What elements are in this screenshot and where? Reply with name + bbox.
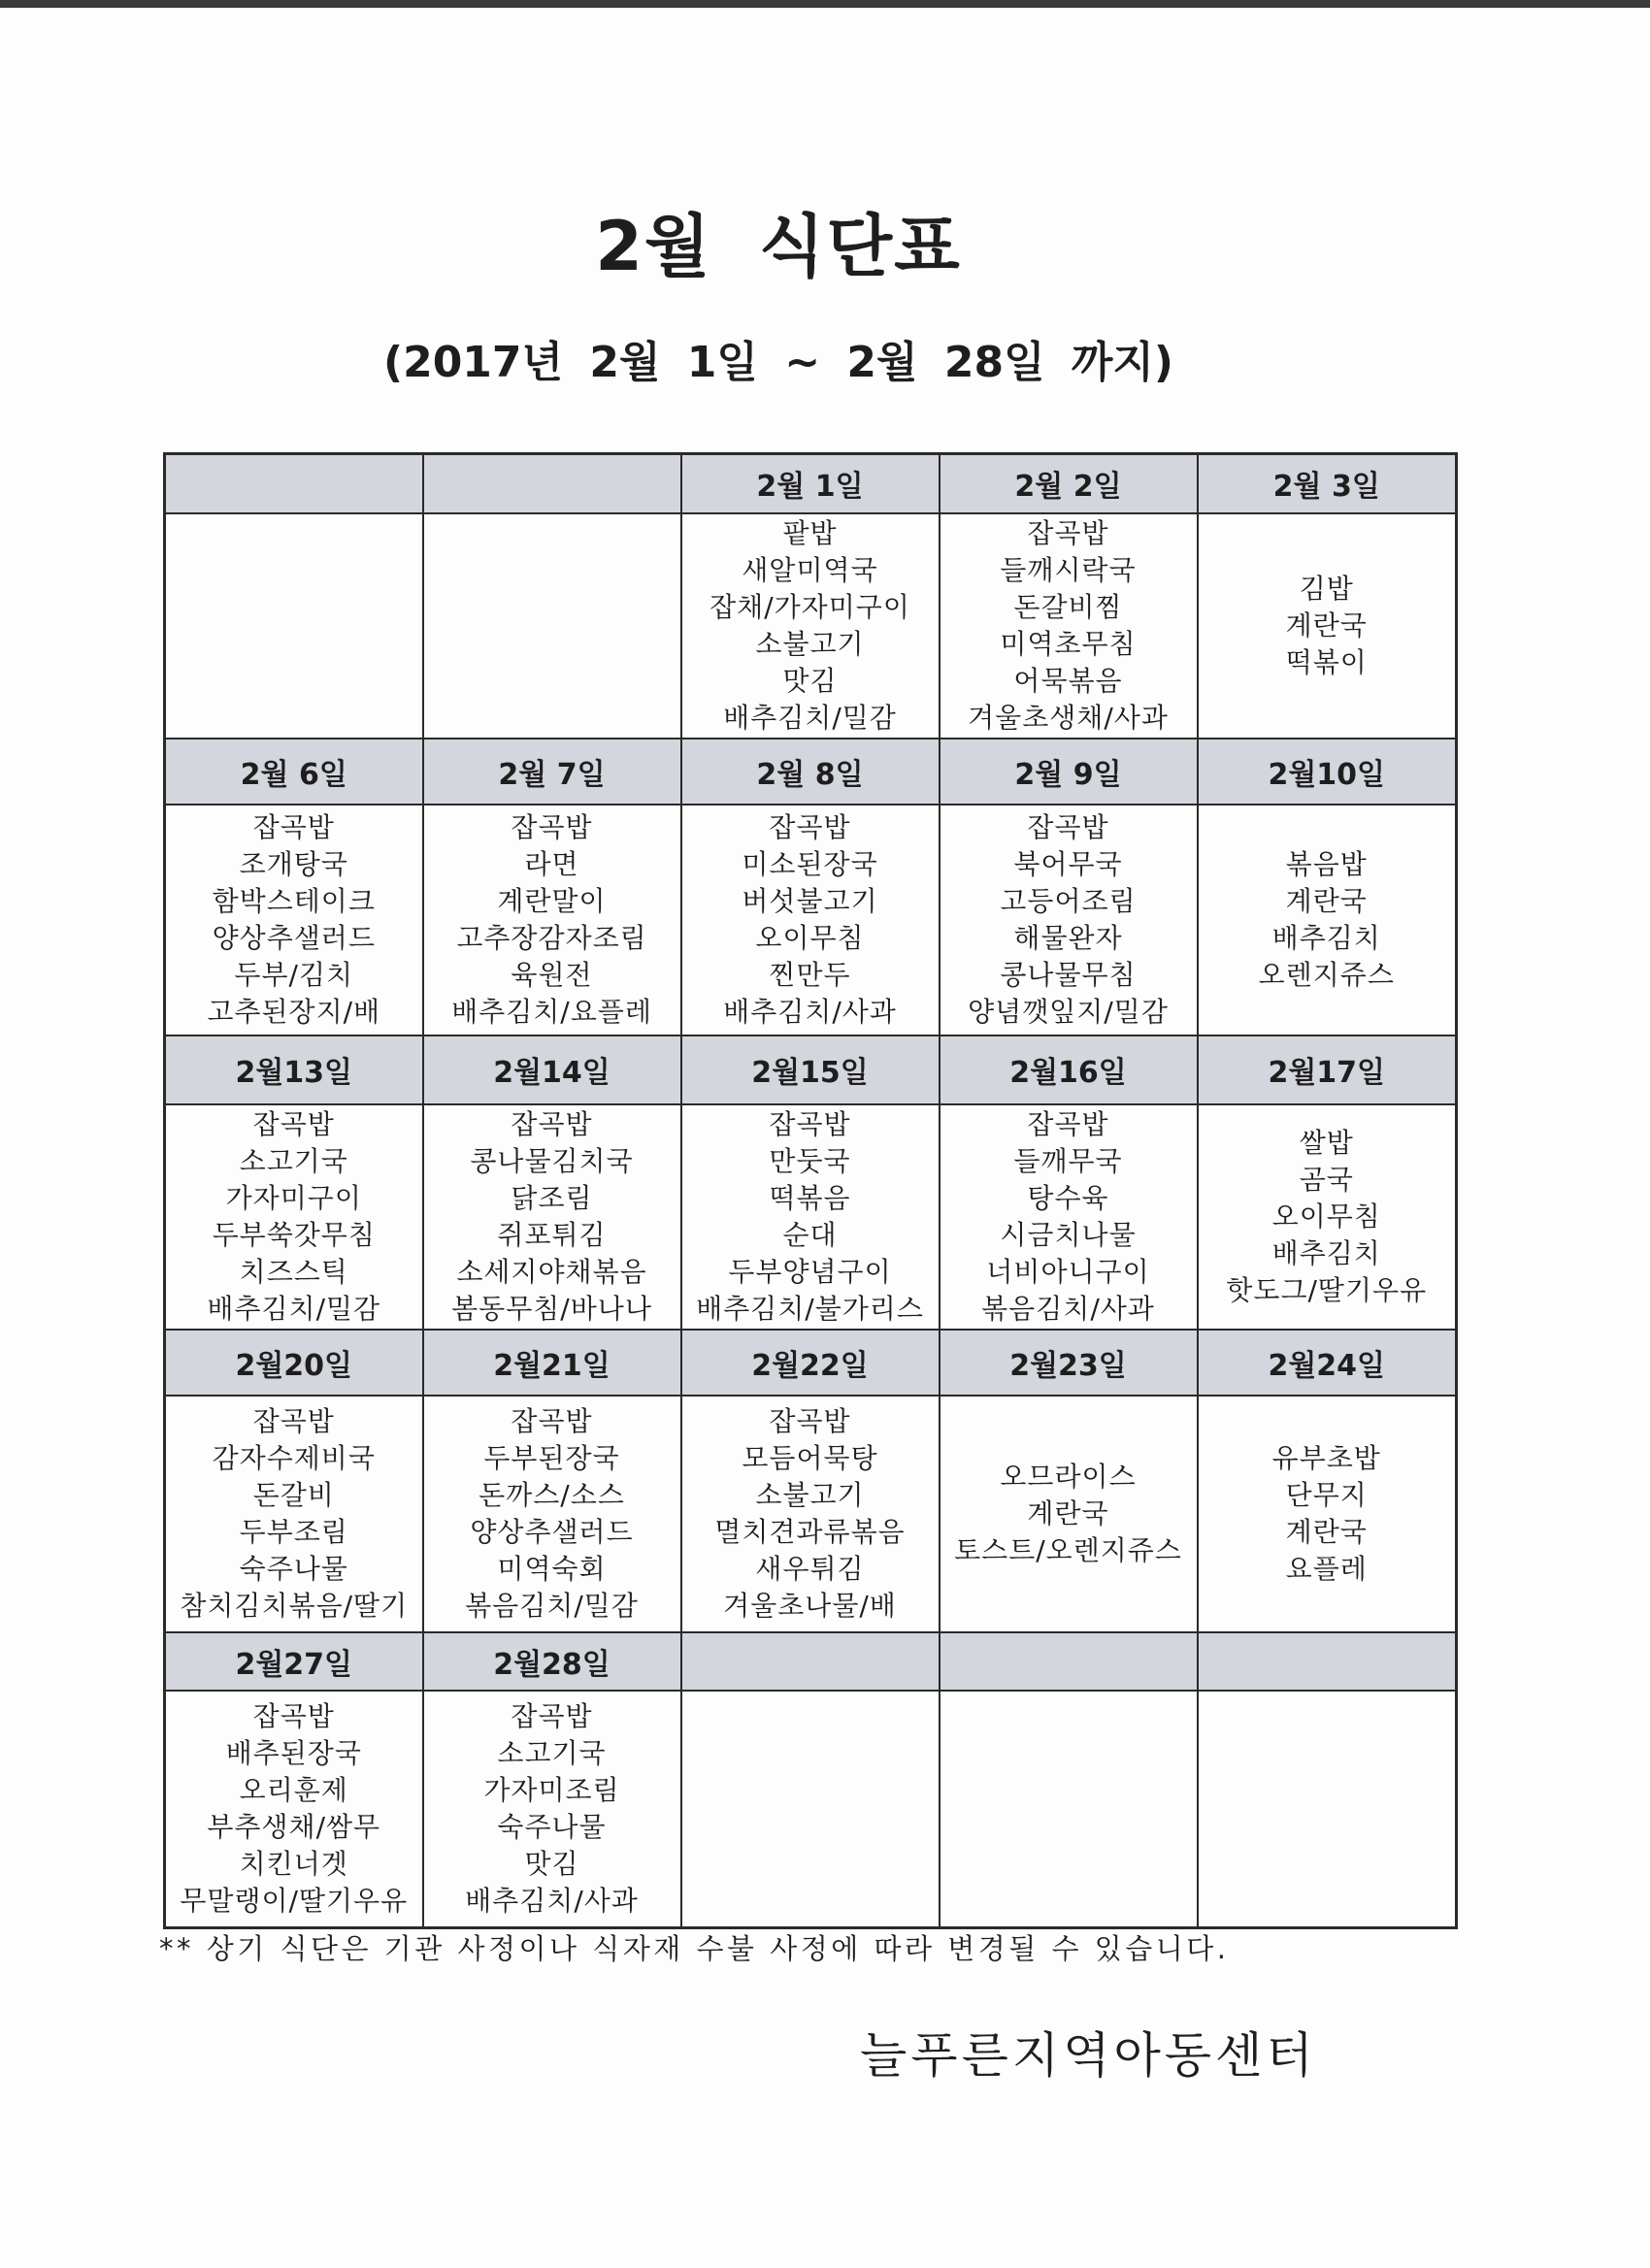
- menu-item: 가자미구이: [225, 1181, 362, 1214]
- date-header: 2월16일: [940, 1035, 1198, 1104]
- menu-item: 잡곡밥: [252, 1404, 335, 1437]
- menu-cell: [1198, 513, 1457, 739]
- menu-item: 겨울초생채/사과: [968, 701, 1169, 734]
- menu-item: 참치김치볶음/딸기: [180, 1589, 409, 1622]
- menu-item: 돈갈비찜: [1013, 590, 1123, 623]
- date-header: 2월 3일: [1198, 454, 1457, 513]
- date-header: 2월28일: [423, 1632, 681, 1691]
- menu-row: [165, 1396, 1457, 1632]
- menu-item: 미역초무침: [1000, 627, 1137, 660]
- menu-item: 어묵볶음: [1013, 664, 1123, 697]
- date-header: 2월22일: [681, 1330, 940, 1396]
- menu-item: 시금치나물: [1000, 1218, 1137, 1251]
- date-range-subtitle: (2017년 2월 1일 ~ 2월 28일 까지): [382, 338, 1174, 387]
- menu-item: 쥐포튀김: [497, 1218, 607, 1251]
- menu-item: 잡곡밥: [511, 1699, 593, 1732]
- menu-item: 두부/김치: [234, 958, 354, 991]
- menu-item: 곰국: [1299, 1163, 1354, 1196]
- menu-item: 잡곡밥: [252, 1107, 335, 1140]
- menu-item: 양념깻잎지/밀감: [968, 995, 1169, 1028]
- menu-item: 버섯불고기: [742, 884, 878, 917]
- menu-item: 잡채/가자미구이: [710, 590, 910, 623]
- date-header: 2월15일: [681, 1035, 940, 1104]
- date-row: [165, 739, 1457, 805]
- menu-item: 잡곡밥: [252, 1699, 335, 1732]
- menu-item: 순대: [782, 1218, 838, 1251]
- date-header: 2월24일: [1198, 1330, 1457, 1396]
- menu-item: 배추김치/사과: [723, 995, 897, 1028]
- menu-cell: [940, 805, 1198, 1035]
- menu-item: 북어무국: [1013, 847, 1123, 880]
- menu-item: 고등어조림: [1000, 884, 1137, 917]
- menu-item: 잡곡밥: [1027, 1107, 1109, 1140]
- menu-item: 맛김: [524, 1847, 579, 1880]
- date-header: 2월21일: [423, 1330, 681, 1396]
- scan-edge: [0, 0, 1650, 8]
- menu-item: 볶음김치/사과: [981, 1292, 1155, 1325]
- menu-item: 가자미조림: [483, 1773, 620, 1806]
- date-header: 2월17일: [1198, 1035, 1457, 1104]
- menu-item: 떡볶이: [1285, 645, 1368, 678]
- menu-item: 배추김치: [1271, 921, 1381, 954]
- menu-item: 오이무침: [755, 921, 865, 954]
- menu-cell: [940, 1104, 1198, 1330]
- date-header: 2월 1일: [681, 454, 940, 513]
- menu-item: 오리훈제: [239, 1773, 348, 1806]
- menu-item: 새우튀김: [755, 1552, 865, 1585]
- menu-item: 팥밥: [782, 516, 838, 549]
- menu-cell-empty: [165, 513, 423, 739]
- menu-cell: [423, 1104, 681, 1330]
- menu-item: 배추김치/밀감: [207, 1292, 381, 1325]
- menu-cell: [681, 805, 940, 1035]
- menu-item: 배추김치/사과: [465, 1884, 639, 1917]
- menu-item: 두부된장국: [483, 1441, 620, 1474]
- date-header: [1198, 1632, 1457, 1691]
- menu-item: 돈까스/소스: [478, 1478, 625, 1511]
- menu-cell-empty: [940, 1691, 1198, 1928]
- menu-item: 배추김치: [1271, 1236, 1381, 1269]
- date-header: 2월 8일: [681, 739, 940, 805]
- menu-item: 볶음밥: [1285, 847, 1368, 880]
- menu-item: 봄동무침/바나나: [451, 1292, 652, 1325]
- date-row: [165, 1330, 1457, 1396]
- menu-table: [163, 452, 1458, 1929]
- menu-item: 잡곡밥: [769, 810, 851, 843]
- date-row: [165, 1035, 1457, 1104]
- date-header: [940, 1632, 1198, 1691]
- menu-item: 미역숙회: [497, 1552, 607, 1585]
- menu-item: 숙주나물: [497, 1810, 607, 1843]
- date-header: 2월13일: [165, 1035, 423, 1104]
- menu-item: 들깨시락국: [1000, 553, 1137, 586]
- menu-cell-empty: [681, 1691, 940, 1928]
- menu-item: 두부쑥갓무침: [212, 1218, 376, 1251]
- menu-item: 소불고기: [755, 627, 865, 660]
- menu-cell-empty: [423, 513, 681, 739]
- menu-item: 숙주나물: [239, 1552, 348, 1585]
- menu-row: [165, 513, 1457, 739]
- menu-cell: [1198, 1396, 1457, 1632]
- menu-cell: [165, 1691, 423, 1928]
- date-header: 2월 2일: [940, 454, 1198, 513]
- menu-item: 오므라이스: [1000, 1460, 1137, 1493]
- menu-item: 잡곡밥: [1027, 810, 1109, 843]
- menu-item: 배추김치/요플레: [451, 995, 652, 1028]
- menu-cell: [1198, 1104, 1457, 1330]
- center-name-signature: 늘푸른지역아동센터: [860, 2027, 1317, 2084]
- menu-item: 양상추샐러드: [212, 921, 376, 954]
- menu-row: [165, 805, 1457, 1035]
- date-header: 2월 6일: [165, 739, 423, 805]
- menu-item: 고추된장지/배: [207, 995, 381, 1028]
- menu-item: 계란국: [1285, 1515, 1368, 1548]
- menu-item: 오이무침: [1271, 1200, 1381, 1233]
- menu-item: 떡볶음: [769, 1181, 851, 1214]
- menu-item: 배추된장국: [225, 1736, 362, 1769]
- date-header: [423, 454, 681, 513]
- menu-cell: [165, 805, 423, 1035]
- menu-item: 맛김: [782, 664, 838, 697]
- menu-item: 부추생채/쌈무: [207, 1810, 381, 1843]
- menu-item: 유부초밥: [1271, 1441, 1381, 1474]
- menu-row: [165, 1691, 1457, 1928]
- menu-cell: [423, 1396, 681, 1632]
- menu-cell: [681, 513, 940, 739]
- menu-cell: [1198, 805, 1457, 1035]
- menu-item: 잡곡밥: [511, 810, 593, 843]
- menu-item: 겨울초나물/배: [723, 1589, 897, 1622]
- menu-item: 돈갈비: [252, 1478, 335, 1511]
- date-header: 2월27일: [165, 1632, 423, 1691]
- menu-item: 배추김치/불가리스: [696, 1292, 924, 1325]
- menu-item: 라면: [524, 847, 579, 880]
- menu-item: 육원전: [511, 958, 593, 991]
- menu-item: 멸치견과류볶음: [714, 1515, 906, 1548]
- menu-item: 쌀밥: [1299, 1126, 1354, 1159]
- menu-item: 치즈스틱: [239, 1255, 348, 1288]
- menu-item: 무말랭이/딸기우유: [180, 1884, 409, 1917]
- page-title: 2월 식단표: [595, 207, 962, 286]
- menu-item: 김밥: [1299, 572, 1354, 605]
- menu-item: 소고기국: [239, 1144, 348, 1177]
- menu-item: 들깨무국: [1013, 1144, 1123, 1177]
- menu-item: 소고기국: [497, 1736, 607, 1769]
- menu-item: 계란국: [1027, 1496, 1109, 1529]
- date-header: [681, 1632, 940, 1691]
- date-header: 2월14일: [423, 1035, 681, 1104]
- menu-item: 잡곡밥: [1027, 516, 1109, 549]
- menu-item: 고추장감자조림: [456, 921, 647, 954]
- menu-item: 치킨너겟: [239, 1847, 348, 1880]
- menu-item: 단무지: [1285, 1478, 1368, 1511]
- date-header: 2월23일: [940, 1330, 1198, 1396]
- menu-item: 두부양념구이: [728, 1255, 892, 1288]
- menu-item: 오렌지쥬스: [1258, 958, 1395, 991]
- menu-cell: [165, 1104, 423, 1330]
- menu-item: 찐만두: [769, 958, 851, 991]
- menu-cell: [940, 1396, 1198, 1632]
- menu-item: 두부조림: [239, 1515, 348, 1548]
- menu-item: 미소된장국: [742, 847, 878, 880]
- date-header: 2월20일: [165, 1330, 423, 1396]
- date-row: [165, 454, 1457, 513]
- menu-item: 양상추샐러드: [470, 1515, 634, 1548]
- menu-item: 콩나물김치국: [470, 1144, 634, 1177]
- menu-item: 만둣국: [769, 1144, 851, 1177]
- menu-item: 모듬어묵탕: [742, 1441, 878, 1474]
- menu-item: 배추김치/밀감: [723, 701, 897, 734]
- menu-item: 핫도그/딸기우유: [1226, 1273, 1428, 1306]
- menu-item: 해물완자: [1013, 921, 1123, 954]
- menu-item: 닭조림: [511, 1181, 593, 1214]
- menu-cell: [940, 513, 1198, 739]
- menu-item: 잡곡밥: [511, 1404, 593, 1437]
- date-header: 2월 7일: [423, 739, 681, 805]
- menu-item: 볶음김치/밀감: [465, 1589, 639, 1622]
- menu-row: [165, 1104, 1457, 1330]
- menu-cell: [423, 805, 681, 1035]
- menu-item: 계란국: [1285, 884, 1368, 917]
- menu-cell-empty: [1198, 1691, 1457, 1928]
- menu-item: 너비아니구이: [986, 1255, 1150, 1288]
- menu-item: 잡곡밥: [769, 1404, 851, 1437]
- date-header: 2월10일: [1198, 739, 1457, 805]
- menu-item: 감자수제비국: [212, 1441, 376, 1474]
- menu-item: 요플레: [1285, 1552, 1368, 1585]
- date-header: [165, 454, 423, 513]
- date-header: 2월 9일: [940, 739, 1198, 805]
- menu-item: 소불고기: [755, 1478, 865, 1511]
- change-notice-footnote: ** 상기 식단은 기관 사정이나 식자재 수불 사정에 따라 변경될 수 있습니다.: [159, 1932, 1230, 1965]
- menu-cell: [165, 1396, 423, 1632]
- menu-item: 함박스테이크: [212, 884, 376, 917]
- menu-item: 탕수육: [1027, 1181, 1109, 1214]
- menu-item: 계란말이: [497, 884, 607, 917]
- menu-item: 토스트/오렌지쥬스: [954, 1533, 1182, 1566]
- menu-item: 잡곡밥: [252, 810, 335, 843]
- menu-item: 조개탕국: [239, 847, 348, 880]
- menu-item: 소세지야채볶음: [456, 1255, 647, 1288]
- menu-item: 계란국: [1285, 608, 1368, 641]
- date-row: [165, 1632, 1457, 1691]
- menu-cell: [681, 1396, 940, 1632]
- menu-item: 잡곡밥: [511, 1107, 593, 1140]
- menu-cell: [681, 1104, 940, 1330]
- menu-item: 콩나물무침: [1000, 958, 1137, 991]
- menu-item: 새알미역국: [742, 553, 878, 586]
- menu-cell: [423, 1691, 681, 1928]
- menu-item: 잡곡밥: [769, 1107, 851, 1140]
